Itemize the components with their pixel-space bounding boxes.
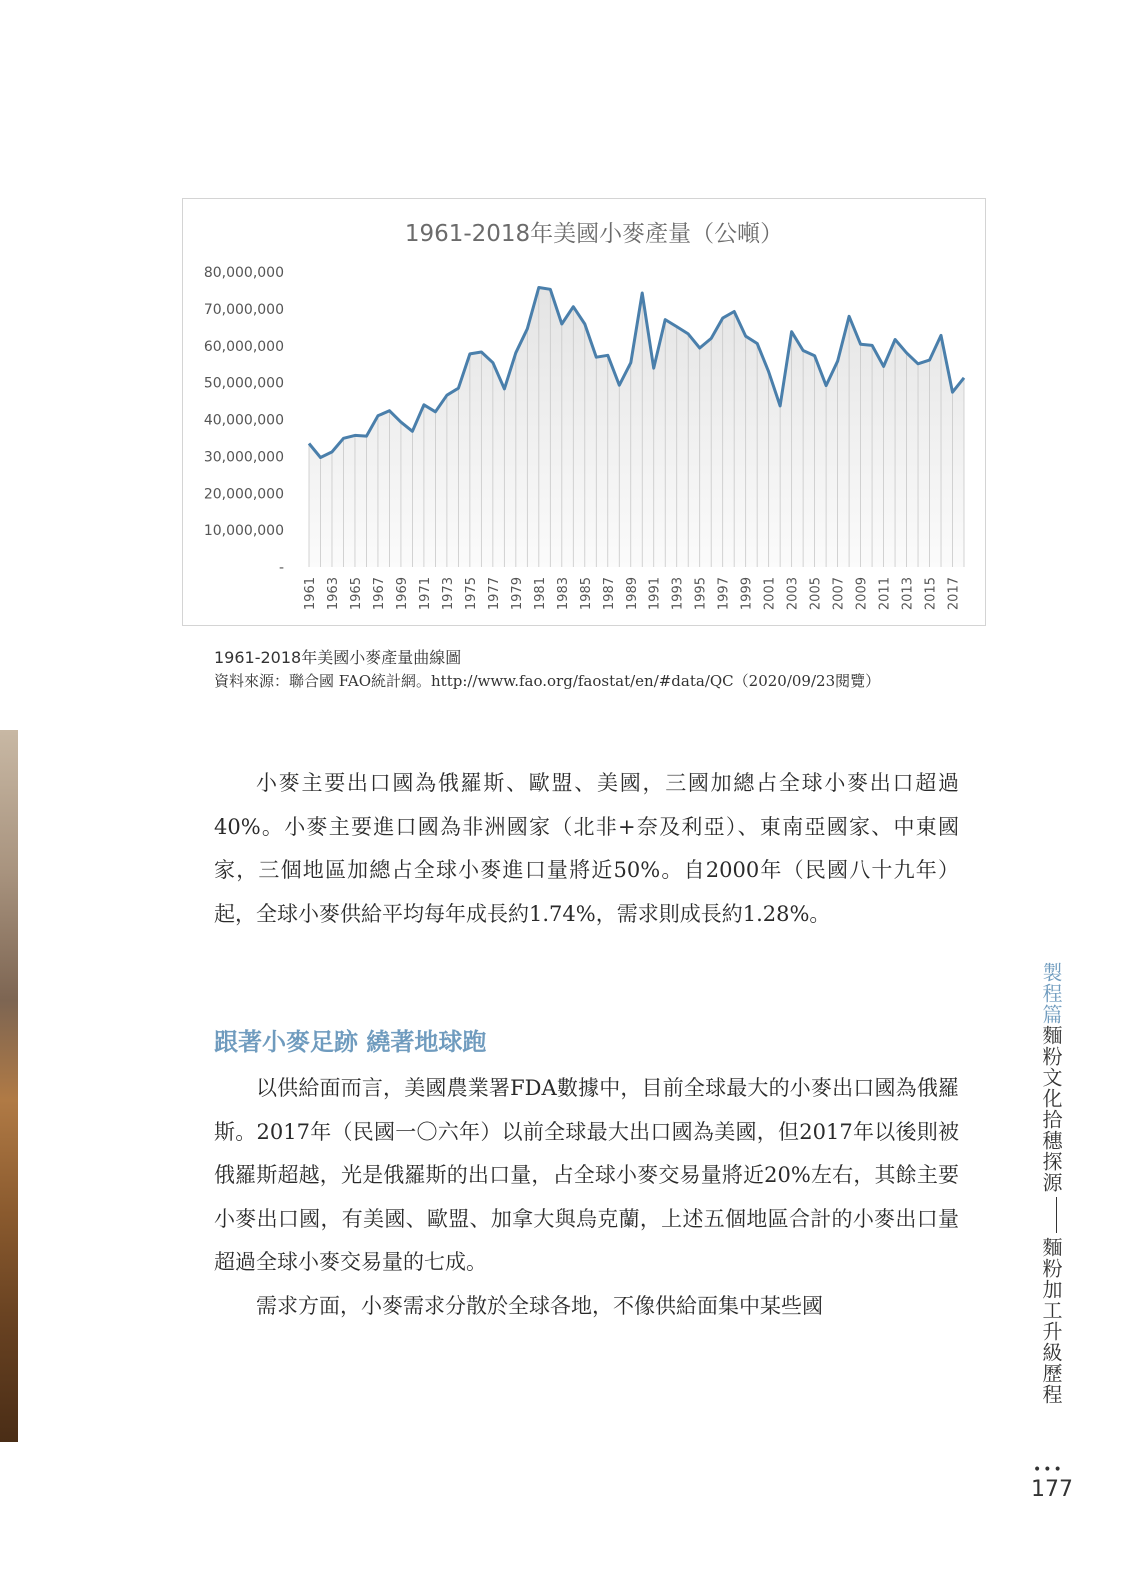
paragraph-2	[214, 1067, 959, 1328]
running-header	[1034, 962, 1066, 1405]
x-tick-label: 2003	[785, 577, 801, 611]
paragraph-3-text: 需求方面，小麥需求分散於全球各地，不像供給面集中某些國	[256, 1293, 823, 1318]
y-tick-label: -	[278, 560, 284, 576]
y-tick-label: 60,000,000	[203, 338, 284, 355]
running-header-chapter-1: 麵粉文化拾穗探源	[1039, 1025, 1063, 1193]
x-tick-label: 1991	[647, 577, 663, 611]
paragraph-2-text: 以供給面而言，美國農業署FDA數據中，目前全球最大的小麥出口國為俄羅斯。2017年（民國一〇六年）以前全球最大出口國為美國，但2017年以後則被俄羅斯超越，光是俄羅斯的出口量，占全球小麥交易量將近20%左右，其餘主要小麥出口國，有美國、歐盟、加拿大與烏克蘭，上述五個地區合計的小麥出口量超過全球小麥交易量的七成。	[214, 1076, 959, 1274]
x-tick-label: 2017	[946, 577, 962, 611]
y-tick-label: 80,000,000	[203, 265, 284, 281]
x-tick-label: 1983	[555, 577, 571, 611]
wheat-field-photo-edge	[0, 730, 18, 1442]
x-tick-label: 2005	[808, 577, 824, 611]
source-note: 資料來源：聯合國 FAO統計網。http://www.fao.org/faostat/en/#data/QC（2020/09/23閱覽）	[214, 672, 881, 690]
running-header-section: 製程篇	[1039, 962, 1063, 1025]
figure-caption: 1961-2018年美國小麥產量曲線圖	[214, 648, 462, 667]
page-number: 177	[1031, 1477, 1073, 1502]
x-tick-label: 2011	[877, 577, 893, 611]
x-tick-label: 1963	[325, 577, 341, 611]
y-tick-label: 70,000,000	[203, 301, 284, 318]
x-tick-label: 1973	[440, 577, 456, 611]
wheat-production-chart	[183, 199, 987, 627]
x-tick-label: 1967	[371, 577, 387, 611]
x-tick-label: 2001	[762, 577, 778, 611]
x-tick-label: 1979	[509, 577, 525, 611]
x-tick-label: 1981	[532, 577, 548, 611]
x-tick-label: 2015	[923, 577, 939, 611]
x-tick-label: 1975	[463, 577, 479, 611]
x-tick-label: 1997	[716, 577, 732, 611]
paragraph-1-text: 小麥主要出口國為俄羅斯、歐盟、美國，三國加總占全球小麥出口超過40%。小麥主要進口國為非洲國家（北非+奈及利亞）、東南亞國家、中東國家，三個地區加總占全球小麥進口量將近50%。自2000年（民國八十九年）起，全球小麥供給平均每年成長約1.74%，需求則成長約1.28%。	[214, 771, 959, 926]
paragraph-1	[214, 762, 959, 936]
y-tick-label: 40,000,000	[203, 412, 284, 429]
y-tick-label: 50,000,000	[203, 375, 284, 392]
y-tick-label: 10,000,000	[203, 523, 284, 540]
x-tick-label: 1985	[578, 577, 594, 611]
x-tick-label: 1977	[486, 577, 502, 611]
running-header-chapter-2: 麵粉加工升級歷程	[1039, 1237, 1063, 1405]
x-tick-label: 2013	[900, 577, 916, 611]
x-tick-label: 1995	[693, 577, 709, 611]
x-tick-label: 1989	[624, 577, 640, 611]
chart-title: 1961-2018年美國小麥產量（公噸）	[404, 221, 784, 247]
x-tick-label: 1993	[670, 577, 686, 611]
running-header-divider	[1056, 1197, 1057, 1233]
x-tick-label: 1999	[739, 577, 755, 611]
section-heading: 跟著小麥足跡 繞著地球跑	[214, 1027, 487, 1056]
x-tick-label: 2009	[854, 577, 870, 611]
x-tick-label: 1965	[348, 577, 364, 611]
x-tick-label: 1971	[417, 577, 433, 611]
chart-container	[182, 198, 986, 626]
x-tick-label: 2007	[831, 577, 847, 611]
x-tick-label: 1961	[303, 577, 318, 611]
page-dots: •••	[1033, 1462, 1064, 1478]
y-tick-label: 30,000,000	[203, 449, 284, 466]
x-tick-label: 1969	[394, 577, 410, 611]
x-tick-label: 1987	[601, 577, 617, 611]
y-tick-label: 20,000,000	[203, 486, 284, 503]
